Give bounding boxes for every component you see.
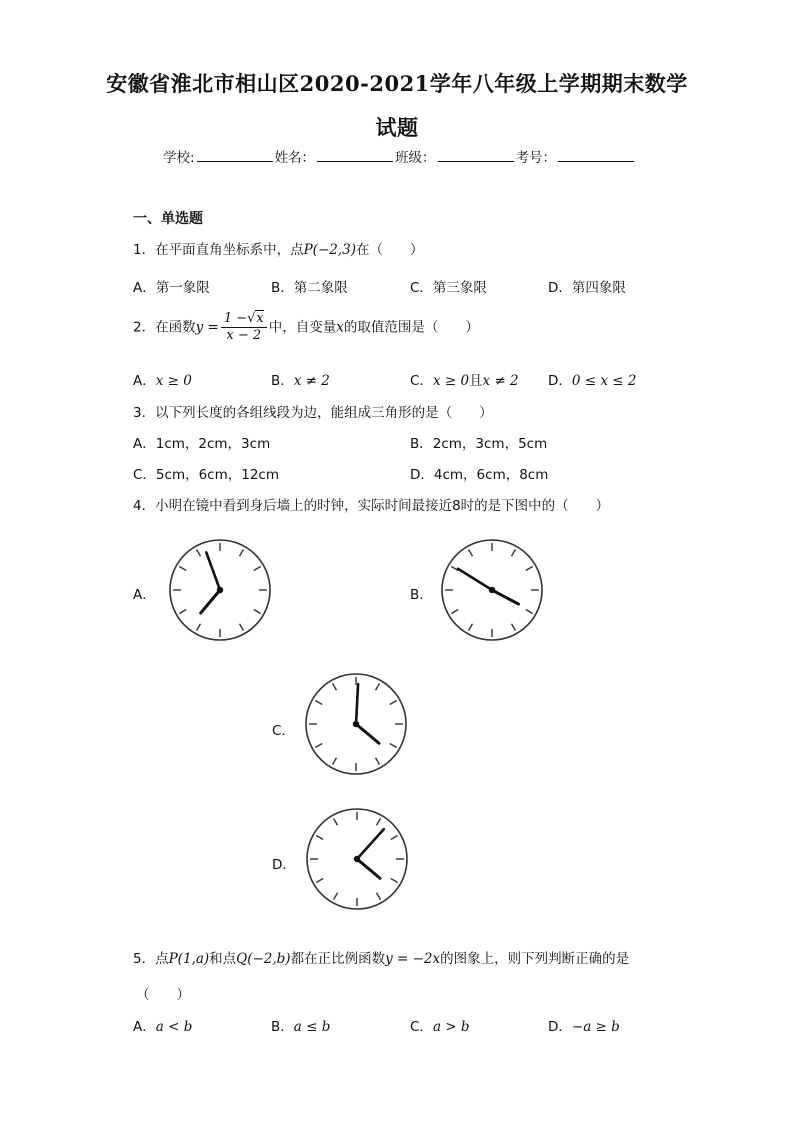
q1-stem-before: 1．在平面直角坐标系中，点 bbox=[133, 242, 304, 258]
q4-option-b-label: B． bbox=[410, 587, 433, 603]
document-title-line2: 试题 bbox=[375, 115, 419, 140]
question-4-stem: 4．小明在镜中看到身后墙上的时钟，实际时间最接近8时的是下图中的（ ） bbox=[133, 498, 610, 514]
q1-option-a: A．第一象限 bbox=[133, 280, 210, 296]
q5-point-p: P(1,a) bbox=[168, 951, 210, 967]
q5-stem-before: 5．点 bbox=[133, 951, 169, 967]
q5-option-c-value: a > b bbox=[432, 1019, 470, 1035]
q5-option-b-value: a ≤ b bbox=[293, 1019, 331, 1035]
clock-center bbox=[354, 856, 360, 862]
school-label: 学校: bbox=[163, 150, 195, 166]
q3-option-d: D．4cm，6cm，8cm bbox=[410, 467, 549, 483]
q2-func-lhs: y = bbox=[195, 319, 219, 336]
q2-fraction-denominator: x − 2 bbox=[226, 328, 262, 343]
document-title-line1: 安徽省淮北市相山区2020-2021学年八年级上学期期末数学 bbox=[106, 71, 688, 96]
q2-option-a bbox=[133, 369, 192, 389]
q5-paren: （ ） bbox=[136, 987, 190, 1003]
q4-clock-d bbox=[305, 807, 409, 911]
q2-stem-middle: 中，自变量 bbox=[268, 319, 337, 336]
q2-stem-after: 的取值范围是（ ） bbox=[343, 319, 479, 336]
q2-option-c-letter: C． bbox=[410, 373, 433, 389]
section-title: 一、单选题 bbox=[133, 211, 203, 227]
q1-option-d: D．第四象限 bbox=[548, 280, 626, 296]
q2-option-b-value: x ≠ 2 bbox=[293, 373, 330, 389]
name-label: 姓名： bbox=[274, 150, 316, 166]
q5-option-a bbox=[133, 1015, 192, 1035]
q2-option-d bbox=[548, 369, 637, 389]
question-5-stem bbox=[133, 947, 629, 967]
q4-clock-a bbox=[168, 538, 272, 642]
q1-point: P(−2,3) bbox=[303, 242, 356, 258]
q2-option-c bbox=[410, 369, 519, 389]
question-2-stem bbox=[133, 311, 479, 344]
class-blank bbox=[438, 149, 514, 162]
q2-numerator-prefix: 1 − bbox=[223, 311, 248, 326]
q5-option-d-value: −a ≥ b bbox=[571, 1019, 620, 1035]
q5-option-d bbox=[548, 1015, 620, 1035]
q2-option-c-value2: x ≠ 2 bbox=[482, 373, 519, 389]
class-label: 班级： bbox=[395, 150, 436, 166]
q1-stem-after: 在（ ） bbox=[356, 242, 424, 258]
q5-function: y = −2x bbox=[385, 951, 441, 967]
q3-option-b: B．2cm，3cm，5cm bbox=[410, 436, 548, 452]
q2-option-b-letter: B． bbox=[271, 373, 294, 389]
q5-mid2: 都在正比例函数 bbox=[290, 951, 386, 967]
q2-radicand: x bbox=[256, 311, 264, 326]
q1-option-c: C．第三象限 bbox=[410, 280, 487, 296]
q5-option-b-letter: B． bbox=[271, 1019, 294, 1035]
q3-option-c: C．5cm，6cm，12cm bbox=[133, 467, 280, 483]
q2-fraction-numerator: 1 −√x bbox=[221, 311, 267, 328]
clock-center bbox=[353, 721, 359, 727]
q2-var: x bbox=[336, 319, 344, 336]
q5-option-b bbox=[271, 1015, 330, 1035]
q2-option-d-letter: D． bbox=[548, 373, 572, 389]
q2-option-b bbox=[271, 369, 330, 389]
question-1-stem bbox=[133, 238, 424, 258]
q5-option-c bbox=[410, 1015, 470, 1035]
clock-center bbox=[489, 587, 495, 593]
q5-stem-after: 的图象上，则下列判断正确的是 bbox=[440, 951, 630, 967]
q2-fraction bbox=[221, 311, 267, 344]
q4-clock-c bbox=[304, 672, 408, 776]
q4-option-d-label: D． bbox=[272, 857, 296, 873]
q5-option-d-letter: D． bbox=[548, 1019, 572, 1035]
q5-point-q: Q(−2,b) bbox=[236, 951, 291, 967]
name-blank bbox=[317, 149, 393, 162]
q5-option-a-letter: A． bbox=[133, 1019, 156, 1035]
question-3-stem: 3．以下列长度的各组线段为边，能组成三角形的是（ ） bbox=[133, 405, 493, 421]
number-blank bbox=[558, 149, 634, 162]
q2-option-c-value1: x ≥ 0 bbox=[432, 373, 470, 389]
q4-clock-b bbox=[440, 538, 544, 642]
q4-option-c-label: C． bbox=[272, 723, 295, 739]
q3-option-a: A．1cm，2cm，3cm bbox=[133, 436, 271, 452]
q5-mid1: 和点 bbox=[209, 951, 237, 967]
q5-option-a-value: a < b bbox=[155, 1019, 193, 1035]
q2-option-a-value: x ≥ 0 bbox=[155, 373, 192, 389]
number-label: 考号： bbox=[515, 150, 557, 166]
q2-option-c-mid: 且 bbox=[469, 373, 483, 389]
q5-option-c-letter: C． bbox=[410, 1019, 433, 1035]
student-info-row bbox=[163, 146, 636, 166]
q2-stem-before: 2．在函数 bbox=[133, 319, 196, 336]
q2-option-a-letter: A． bbox=[133, 373, 156, 389]
school-blank bbox=[197, 149, 273, 162]
clock-center bbox=[217, 587, 223, 593]
q4-option-a-label: A． bbox=[133, 587, 156, 603]
q2-option-d-value: 0 ≤ x ≤ 2 bbox=[571, 373, 637, 389]
q1-option-b: B．第二象限 bbox=[271, 280, 348, 296]
